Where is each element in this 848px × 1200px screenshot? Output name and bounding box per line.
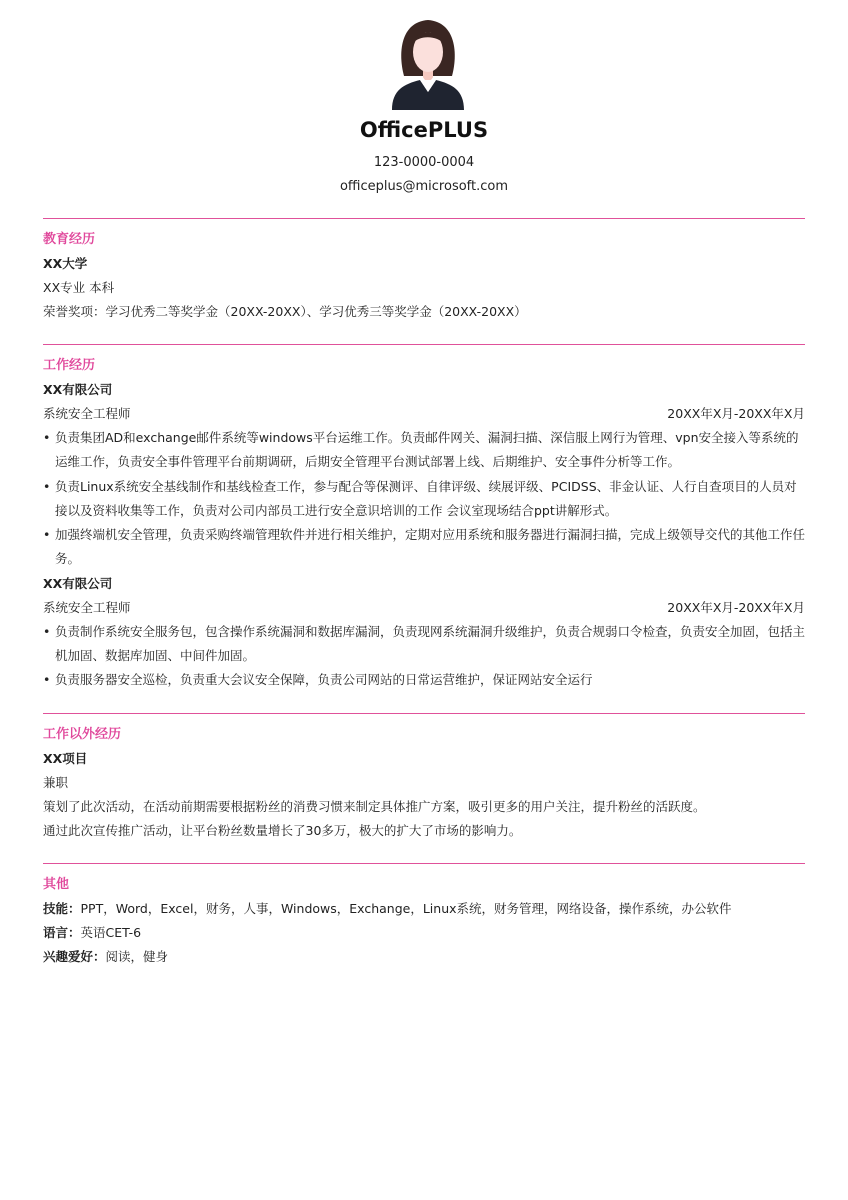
date: 20XX年X月-20XX年X月 [667,406,805,421]
bullet: • 负责制作系统安全服务包，包含操作系统漏洞和数据库漏洞，负责现网系统漏洞升级维护，负责合规弱口令检查，负责安全加固，包括主机加固、数据库加固、中间件加固。 [43,620,805,669]
skills: 技能：PPT，Word，Excel，财务，人事，Windows，Exchange，Linux系统，财务管理，网络设备，操作系统，办公软件 [43,900,732,916]
job [43,572,805,693]
date: 20XX年X月-20XX年X月 [667,599,805,615]
role: 系统安全工程师 [43,406,131,421]
description: 通过此次宣传推广活动，让平台粉丝数量增长了30多万，极大的扩大了市场的影响力。 [43,822,522,838]
bullet: • 负责集团AD和exchange邮件系统等windows平台运维工作。负责邮件网关、漏洞扫描、深信服上网行为管理、vpn安全接入等系统的运维工作，负责安全事件管理平台前期调研，后期安全管理平台测试部署上线、后期维护、安全事件分析等工作。 [43,426,805,475]
work-section [43,344,805,693]
major: XX专业 本科 [43,280,115,295]
section-title: 工作经历 [43,358,96,373]
candidate-name: OfficePLUS [359,118,489,142]
company: XX有限公司 [43,575,113,591]
other-experience-section [43,713,805,843]
hobbies: 兴趣爱好：阅读，健身 [43,948,169,964]
company: XX有限公司 [43,382,113,397]
project-type: 兼职 [43,774,69,790]
job [43,378,805,572]
school: XX大学 [43,256,88,271]
role: 系统安全工程师 [43,599,131,615]
honors: 荣誉奖项：学习优秀二等奖学金（20XX-20XX）、学习优秀三等奖学金（20XX-20XX） [43,304,527,319]
misc-section [43,863,805,969]
section-title: 工作以外经历 [43,726,122,742]
description: 策划了此次活动，在活动前期需要根据粉丝的消费习惯来制定具体推广方案，吸引更多的用户关注，提升粉丝的活跃度。 [43,798,706,814]
bullet: • 负责Linux系统安全基线制作和基线检查工作，参与配合等保测评、自律评级、续展评级、PCIDSS、非金认证、人行自查项目的人员对接以及资料收集等工作，负责对公司内部员工进行安全意识培训的工作 会议室现场结合ppt讲解形式。 [43,475,805,524]
section-title: 教育经历 [43,232,96,247]
email: officeplus@microsoft.com [339,179,509,194]
language: 语言：英语CET-6 [43,924,142,940]
bullet: • 加强终端机安全管理，负责采购终端管理软件并进行相关维护，定期对应用系统和服务器进行漏洞扫描，完成上级领导交代的其他工作任务。 [43,523,805,572]
section-title: 其他 [43,876,70,892]
project: XX项目 [43,750,88,766]
bullet: • 负责服务器安全巡检，负责重大会议安全保障，负责公司网站的日常运营维护，保证网站安全运行 [43,668,805,692]
avatar [390,14,466,110]
education-section [43,218,805,324]
phone: 123-0000-0004 [373,155,475,170]
